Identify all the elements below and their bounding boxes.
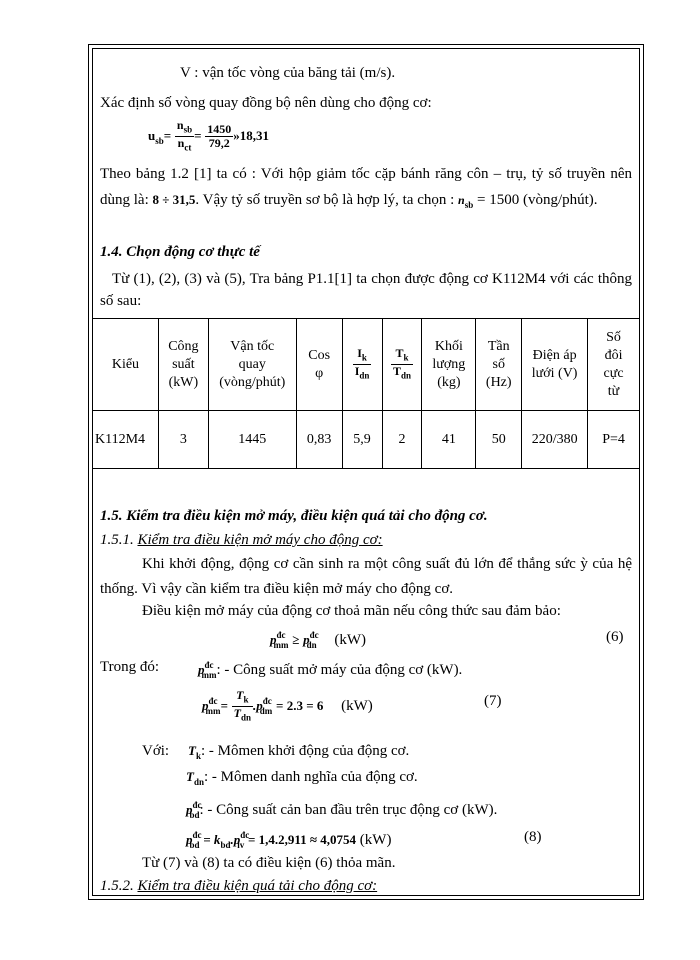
cell-so-doi-cuc: P=4 — [588, 411, 640, 469]
header-dien-ap: Điện áp lưới (V) — [522, 319, 588, 411]
trong-do-label: Trong đó: — [100, 659, 160, 675]
cell-ik-idn: 5,9 — [342, 411, 382, 469]
theo-bang-paragraph: Theo bảng 1.2 [1] ta có : Với hộp giảm tốc cặp bánh răng côn – trụ, tỷ số truyền nên dùng là: 8 ÷ 31,5. Vậy tỷ số truyền sơ bộ là hợp lý, ta chọn : $n_{sb} = 1500$ (vòng/phút). — [100, 166, 632, 210]
equation-6: $p^{đc}_{mm} \ge p^{đc}_{dn}$ (kW) — [270, 630, 367, 650]
cell-dien-ap: 220/380 — [522, 411, 588, 469]
equation-6-number: (6) — [606, 629, 624, 645]
equation-8: $p^{đc}_{bd} = k_{bd}.p^{đc}_{lv} = 1,4.2,911 \approx 4,0754$ (kW) — [186, 830, 392, 850]
equation-7-number: (7) — [484, 693, 502, 709]
tdn-definition: $T_{dn}$: - Mômen danh nghĩa của động cơ. — [186, 769, 418, 787]
header-cos-phi: Cos φ — [296, 319, 342, 411]
table-row — [93, 411, 640, 469]
equation-8-number: (8) — [524, 829, 542, 845]
header-van-toc: Vận tốc quay (vòng/phút) — [208, 319, 296, 411]
tu-7-8-line: Từ (7) và (8) ta có điều kiện (6) thỏa mãn. — [142, 855, 396, 871]
velocity-line: V : vận tốc vòng của băng tải (m/s). — [180, 65, 396, 81]
header-so-doi-cuc: Số đôi cực từ — [588, 319, 640, 411]
subsection-1-5-1: 1.5.1. Kiểm tra điều kiện mở máy cho động cơ: — [100, 532, 383, 548]
tu-1-2-paragraph: Từ (1), (2), (3) và (5), Tra bảng P1.1[1] ta chọn được động cơ K112M4 với các thông số sau: — [100, 271, 632, 309]
header-ik-idn: $\frac{I_k}{I_{dn}}$ — [342, 319, 382, 411]
section-1-5-heading: 1.5. Kiểm tra điều kiện mở máy, điều kiện quá tải cho động cơ. — [100, 508, 488, 524]
fraction-n-ratio: $\frac{n_{sb}}{n_{ct}}$ — [176, 117, 193, 153]
header-tk-tdn: $\frac{T_k}{T_{dn}}$ — [382, 319, 422, 411]
motor-spec-table — [92, 318, 640, 469]
header-kieu: Kiểu — [93, 319, 159, 411]
equation-u-sb: $u_{sb}=$ $\frac{n_{sb}}{n_{ct}}$ = $\frac{1450}{79,2}$ »18,31 — [148, 117, 270, 153]
pmm-definition: $p^{đc}_{mm}$: - Công suất mở máy của động cơ (kW). — [198, 660, 463, 680]
xac-dinh-line: Xác định số vòng quay đồng bộ nên dùng cho động cơ: — [100, 95, 432, 111]
header-cong-suat: Công suất (kW) — [158, 319, 208, 411]
header-khoi-luong: Khối lượng (kg) — [422, 319, 476, 411]
subsection-1-5-2: 1.5.2. Kiểm tra điều kiện quá tải cho động cơ: — [100, 878, 378, 894]
cell-tan-so: 50 — [476, 411, 522, 469]
dieu-kien-line: Điều kiện mở máy của động cơ thoả mãn nếu công thức sau đảm bảo: — [142, 603, 561, 619]
cell-cos-phi: 0,83 — [296, 411, 342, 469]
table-header-row — [93, 319, 640, 411]
section-1-4-heading: 1.4. Chọn động cơ thực tế — [100, 244, 260, 260]
tk-definition: $T_k$: - Mômen khởi động của động cơ. — [188, 743, 410, 761]
cell-khoi-luong: 41 — [422, 411, 476, 469]
cell-tk-tdn: 2 — [382, 411, 422, 469]
equation-7: $p^{đc}_{mm}=$ $\frac{T_k}{T_{dn}}$ $.p^{đc}_{dm} = 2.3 = 6$ (kW) — [202, 687, 373, 723]
voi-label: Với: — [142, 743, 170, 759]
cell-kieu: K112M4 — [93, 411, 159, 469]
header-tan-so: Tần số (Hz) — [476, 319, 522, 411]
khi-khoi-dong-paragraph: Khi khởi động, động cơ cần sinh ra một công suất đủ lớn để thắng sức ỳ của hệ thống. Vì vậy cần kiểm tra điều kiện mở máy cho động cơ. — [100, 556, 632, 597]
fraction-values: $\frac{1450}{79,2}$ — [207, 122, 232, 151]
cell-van-toc: 1445 — [208, 411, 296, 469]
pbd-definition: $p^{đc}_{bd}$: - Công suất cản ban đầu trên trục động cơ (kW). — [186, 800, 498, 820]
cell-cong-suat: 3 — [158, 411, 208, 469]
